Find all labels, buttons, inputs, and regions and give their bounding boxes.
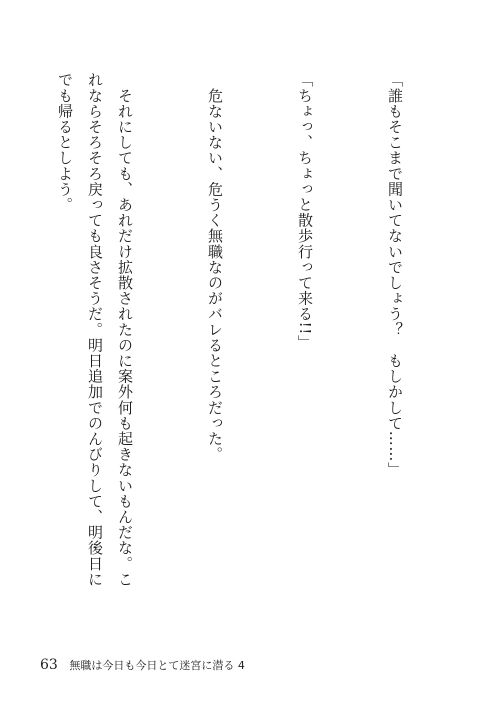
book-title: 無職は今日も今日とて迷宮に潜る 4: [69, 659, 245, 672]
page-number: 63: [40, 657, 58, 673]
paragraph-1: 「誰もそこまで聞いてないでしょう？ もしかして……」: [386, 72, 404, 478]
paragraph-3: 危ないない、危うく無職なのがバレるところだった。: [206, 72, 224, 462]
paragraph-4: それにしても、あれだけ拡散されたのに案外何も起きないもんだな。これならそろそろ戻っても良さそうだ。明日追加でのんびりして、明後日にでも帰るとしよう。: [56, 72, 134, 587]
paragraph-2: 「ちょっ、ちょっと散歩行って来る!!」: [296, 72, 314, 351]
page-footer: [40, 657, 245, 673]
body-text: [30, 72, 470, 592]
